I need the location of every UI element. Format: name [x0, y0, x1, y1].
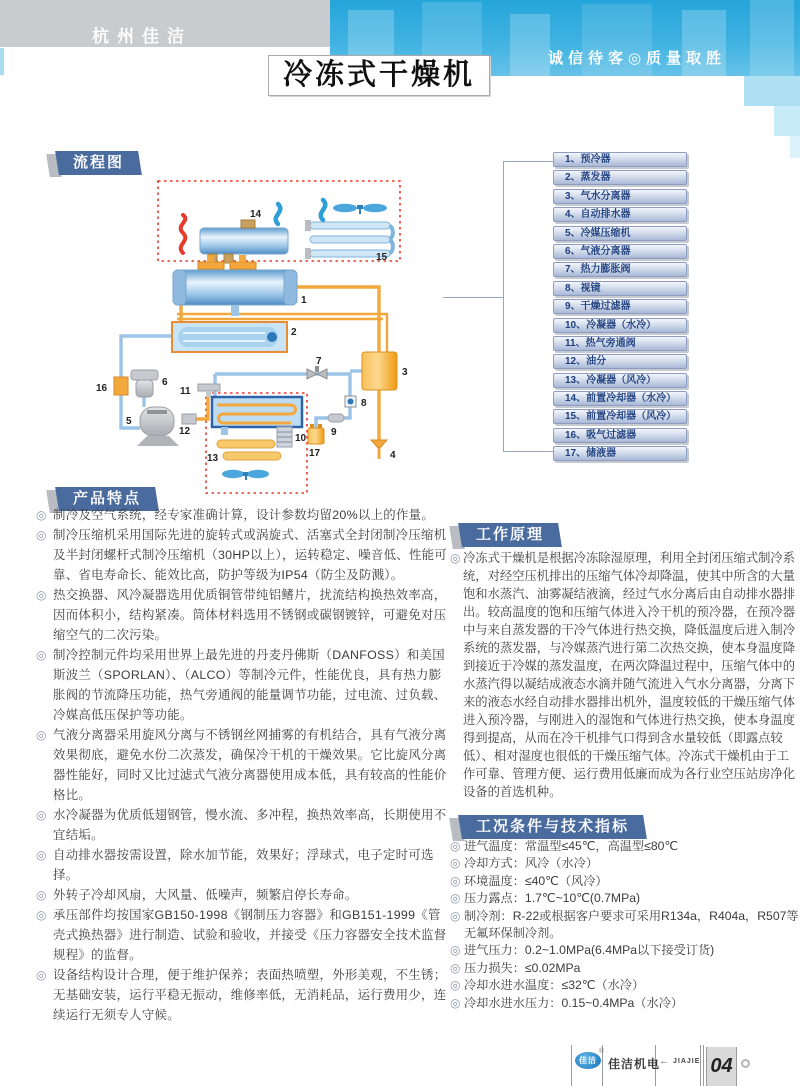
arrow-icon: ←	[659, 1056, 669, 1067]
condenser-air-cooled	[217, 440, 281, 460]
feature-item	[36, 885, 450, 905]
air-water-separator	[362, 352, 397, 390]
spec-text: 环境温度：≤40℃（风冷）	[464, 873, 608, 888]
company-name: 佳洁机电	[608, 1057, 661, 1071]
principle-paragraph	[450, 549, 799, 801]
parts-list-item: 17、储液器	[553, 446, 687, 461]
page-number: 04	[710, 1055, 733, 1077]
diagram-label: 1	[301, 295, 307, 306]
feature-text: 制冷及空气系统，经专家准确计算，设计参数均留20%以上的作量。	[53, 508, 435, 522]
diagram-label: 16	[96, 383, 108, 394]
spec-text: 进气压力：0.2~1.0MPa(6.4MPa以下接受订货)	[464, 943, 715, 958]
feature-item	[36, 845, 450, 885]
parts-list-item: 10、冷凝器（水冷）	[553, 318, 687, 333]
gas-liquid-separator	[131, 370, 158, 397]
bullet-icon: ◎	[36, 848, 47, 862]
company-logo: 佳洁	[575, 1052, 601, 1069]
diagram-label: 5	[126, 416, 132, 427]
spec-text: 进气温度：常温型≤45℃，高温型≤80℃	[464, 839, 679, 853]
diagram-label: 17	[309, 448, 321, 459]
bullet-icon: ◎	[450, 943, 461, 958]
left-accent-strip	[0, 48, 4, 75]
diagram-label: 2	[291, 327, 297, 338]
parts-list-item: 12、油分	[553, 354, 687, 369]
specs-list	[450, 838, 799, 1012]
feature-item	[36, 505, 450, 525]
ring-icon	[741, 1059, 750, 1068]
spec-text: 冷却水进水温度：≤32℃（水冷）	[464, 978, 645, 993]
feature-text: 设备结构设计合理，便于维护保养；表面热喷塑，外形美观，不生锈；无基础安装，运行平稳无振动，维修率低，无消耗品，运行费用少，连续运行无须专人守候。	[53, 968, 447, 1022]
precooler-cylinder	[173, 255, 297, 316]
diagram-label: 14	[250, 209, 262, 220]
bullet-icon: ◎	[36, 588, 47, 602]
diagram-label: 4	[390, 450, 396, 461]
cool-flow-icon	[276, 204, 281, 224]
bullet-icon: ◎	[450, 551, 461, 565]
condenser-fan-icon	[222, 470, 269, 480]
diagram-label: 12	[179, 426, 191, 437]
bullet-icon: ◎	[450, 995, 461, 1010]
footer-rule	[703, 1045, 704, 1086]
header-step-block	[790, 136, 800, 158]
section-header-principle	[460, 523, 560, 547]
spec-text: 制冷剂：R-22或根据客户要求可采用R134a，R404a，R507等无氟环保制冷剂。	[464, 908, 799, 941]
diagram-label: 9	[331, 427, 337, 438]
parts-list-item: 13、冷凝器（风冷）	[553, 373, 687, 388]
diagram-label: 13	[207, 453, 219, 464]
cool-flow-icon	[321, 200, 326, 220]
parts-list-item: 14、前置冷却器（水冷）	[553, 391, 687, 406]
spec-text: 冷却水进水压力：0.15~0.4MPa（水冷）	[464, 995, 684, 1010]
bullet-icon: ◎	[36, 528, 47, 542]
spec-item	[450, 855, 799, 872]
suction-filter	[114, 377, 128, 395]
parts-list-item: 7、热力膨胀阀	[553, 262, 687, 277]
connector-line	[503, 161, 553, 162]
parts-list-item: 15、前置冷却器（风冷）	[553, 409, 687, 424]
page-number-box	[706, 1047, 737, 1086]
fan-icon	[333, 204, 387, 214]
bullet-icon: ◎	[450, 960, 461, 975]
spec-item	[450, 977, 799, 994]
feature-text: 外转子冷却风扇，大风量、低噪声，频繁启停长寿命。	[53, 888, 358, 902]
bullet-icon: ◎	[36, 648, 47, 662]
feature-item	[36, 585, 450, 645]
header-step-block	[774, 106, 800, 136]
hot-flow-icon	[181, 215, 186, 253]
section-header-specs	[460, 815, 645, 839]
section-heading-label: 流程图	[73, 154, 125, 171]
parts-list-item: 1、预冷器	[553, 152, 687, 167]
building-shape	[510, 14, 550, 76]
section-header-flow	[57, 151, 140, 175]
diagram-label: 11	[180, 386, 191, 397]
section-heading-label: 产品特点	[73, 490, 142, 507]
feature-text: 制冷压缩机采用国际先进的旋转式或涡旋式、活塞式全封闭制冷压缩机及半封闭螺杆式制冷压缩机（30HP以上），运转稳定、噪音低、性能可靠、省电寿命长、能效比高，防护等级为IP54（防尘及防溅）。	[53, 528, 448, 582]
sight-glass	[345, 396, 356, 407]
spec-text: 冷却方式：风冷（水冷）	[464, 856, 599, 871]
header-step-block	[744, 76, 800, 106]
parts-list-item: 2、蒸发器	[553, 170, 687, 185]
diagram-label: 7	[316, 356, 322, 367]
principle-text: 冷冻式干燥机是根据冷冻除湿原理，利用全封闭压缩式制冷系统，对经空压机排出的压缩气体冷却降温，使其中所含的大量饱和水蒸汽、油雾凝结液滴，经过气水分离后由自动排水器排出。较高温度的饱和压缩气体进入冷干机的预冷器，在预冷器中与来自蒸发器的干冷气体进行热交换，降低温度后进入制冷系统的蒸发器，与冷媒蒸汽进行第二次热交换，使本身温度降到接近于冷媒的蒸发温度，在两次降温过程中，压缩气体中的水蒸汽得以凝结成液态水滴并随气流进入气水分离器，分离下来的液态水经自动排水器排出机外，温度较低的干燥压缩气体进入预冷器，与刚进入的湿饱和气体进行热交换，使本身温度得到提高，从而在冷干机排气口得到含水量较低（即露点较低）、相对湿度也很低的干燥压缩气体。冷冻式干燥机由于工作可靠、管理方便、运行费用低廉而成为各行业空压站房净化设备的首选机种。	[463, 551, 796, 799]
flow-diagram	[95, 178, 445, 498]
oil-separator	[182, 414, 196, 424]
spec-text: 压力损失：≤0.02MPa	[464, 960, 581, 975]
spec-item	[450, 873, 799, 890]
bullet-icon: ◎	[36, 968, 47, 982]
feature-text: 自动排水器按需设置，除水加节能，效果好；浮球式，电子定时可选择。	[53, 848, 434, 882]
spec-item	[450, 942, 799, 959]
parts-list-item: 8、视镜	[553, 281, 687, 296]
spec-item	[450, 995, 799, 1012]
feature-item	[36, 805, 450, 845]
bullet-icon: ◎	[450, 856, 461, 871]
spec-text: 压力露点：1.7℃~10℃(0.7MPa)	[464, 891, 641, 906]
feature-item	[36, 965, 450, 1025]
parts-list-item: 5、冷媒压缩机	[553, 226, 687, 241]
parts-list-item: 4、自动排水器	[553, 207, 687, 222]
parts-list	[553, 152, 687, 465]
diagram-label: 10	[295, 433, 307, 444]
footer-rule	[700, 1045, 701, 1086]
bullet-icon: ◎	[36, 908, 47, 922]
evaporator	[172, 322, 287, 352]
feature-item	[36, 905, 450, 965]
principle-section	[450, 549, 799, 801]
spec-item	[450, 908, 799, 943]
section-heading-label: 工况条件与技术指标	[476, 818, 630, 835]
spec-item	[450, 890, 799, 907]
feature-item	[36, 645, 450, 725]
footer-rule	[571, 1045, 572, 1086]
parts-list-item: 3、气水分离器	[553, 189, 687, 204]
bullet-icon: ◎	[36, 808, 47, 822]
parts-list-item: 9、干燥过滤器	[553, 299, 687, 314]
bullet-icon: ◎	[450, 839, 461, 853]
bullet-icon: ◎	[36, 728, 47, 742]
feature-text: 气液分离器采用旋风分离与不锈钢丝网捕雾的有机结合，具有气液分离效果彻底，避免水份二次蒸发，确保冷干机的干燥效果。它比旋风分离器性能好，同时又比过滤式气液分离器使用成本低，具有较高的性能价格比。	[53, 728, 447, 802]
registered-mark: ®	[599, 1048, 605, 1055]
diagram-label: 3	[402, 367, 408, 378]
section-heading-label: 工作原理	[476, 526, 545, 543]
feature-text: 水冷凝器为优质低翅钢管，慢水流、多冲程，换热效率高，长期使用不宜结垢。	[53, 808, 447, 842]
bullet-icon: ◎	[450, 978, 461, 993]
bullet-icon: ◎	[36, 508, 47, 522]
bullet-icon: ◎	[36, 888, 47, 902]
bullet-icon: ◎	[450, 873, 461, 888]
building-shape	[750, 0, 794, 76]
bullet-icon: ◎	[450, 908, 461, 923]
feature-text: 承压部件均按国家GB150-1998《钢制压力容器》和GB151-1999《管壳式换热器》进行制造、试验和验收，并接受《压力容器安全技术监督规程》的监督。	[53, 908, 447, 962]
feature-item	[36, 525, 450, 585]
features-list	[36, 505, 450, 1025]
dry-filter	[328, 414, 344, 422]
feature-item	[36, 725, 450, 805]
brand-name-english: JIAJIE	[673, 1058, 701, 1065]
diagram-label: 6	[162, 377, 168, 388]
spec-item	[450, 960, 799, 977]
parts-list-item: 6、气液分离器	[553, 244, 687, 259]
refrigerant-compressor	[137, 407, 179, 446]
page-title: 冷冻式干燥机	[268, 55, 490, 96]
brand-name: 杭州佳洁	[92, 27, 192, 46]
parts-list-item: 16、吸气过滤器	[553, 428, 687, 443]
connector-line	[503, 161, 504, 452]
connector-line	[443, 297, 503, 298]
feature-text: 制冷控制元件均采用世界上最先进的丹麦丹佛斯（DANFOSS）和美国斯波兰（SPORLAN）、（ALCO）等制冷元件，性能优良，具有热力膨胀阀的节流降压功能，热气旁通阀的能量调节功能，过电流、过负载、冷媒高低压保护等功能。	[53, 648, 447, 722]
slogan-text: 诚信待客◎质量取胜	[548, 50, 727, 67]
diagram-label: 8	[361, 398, 367, 409]
feature-text: 热交换器、风冷凝器选用优质铜管带纯铝鳍片，扰流结构换热效率高，因而体积小，结构紧凑。筒体材料选用不锈钢或碳钢镀锌，可避免对压缩空气的二次污染。	[53, 588, 447, 642]
diagram-label: 15	[376, 252, 388, 263]
parts-list-item: 11、热气旁通阀	[553, 336, 687, 351]
bullet-icon: ◎	[450, 891, 461, 906]
connector-line	[503, 451, 553, 452]
auto-drain	[371, 440, 387, 459]
spec-item	[450, 838, 799, 855]
